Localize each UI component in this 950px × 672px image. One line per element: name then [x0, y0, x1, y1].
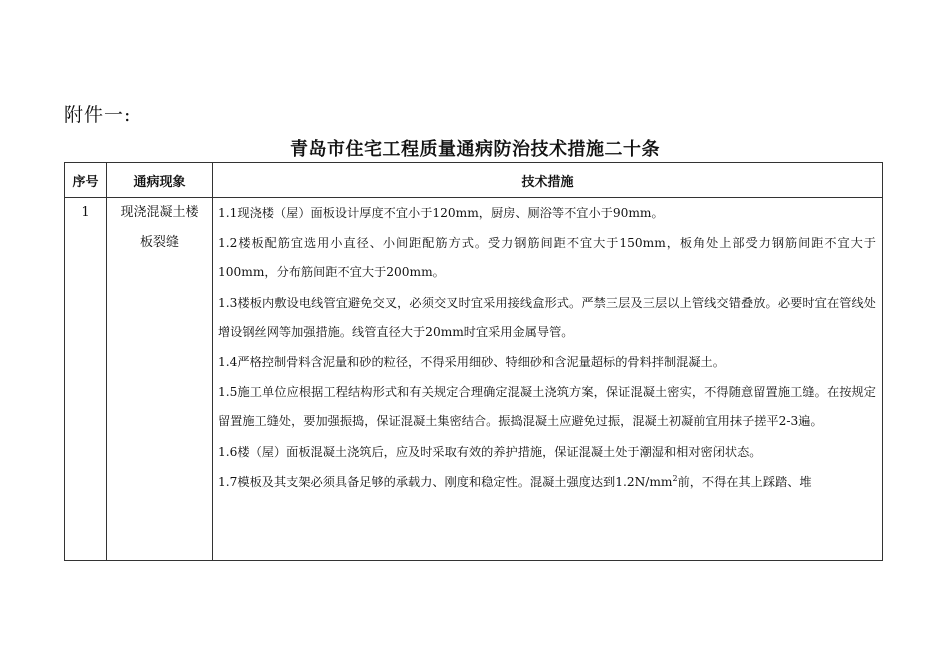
header-issue: 通病现象 — [107, 163, 213, 198]
measure-text: 1.7模板及其支架必须具备足够的承载力、刚度和稳定性。混凝土强度达到1.2N/mm — [218, 474, 673, 489]
document-title: 青岛市住宅工程质量通病防治技术措施二十条 — [290, 139, 660, 160]
table-header-row — [65, 163, 883, 198]
row-seq: 1 — [65, 198, 107, 561]
row-issue — [107, 198, 213, 561]
measure-text-continued: 前，不得在其上踩踏、堆 — [677, 474, 812, 489]
measure-item: 1.6楼（屋）面板混凝土浇筑后，应及时采取有效的养护措施，保证混凝土处于潮湿和相对密闭状态。 — [218, 444, 762, 459]
header-seq: 序号 — [65, 163, 107, 198]
unit-superscript: 2 — [672, 473, 678, 483]
measure-item: 1.5施工单位应根据工程结构形式和有关规定合理确定混凝土浇筑方案，保证混凝土密实，不得随意留置施工缝。在按规定留置施工缝处，要加强振捣，保证混凝土集密结合。振捣混凝土应避免过振，混凝土初凝前宜用抹子搓平2-3遍。 — [218, 385, 876, 429]
measures-table — [64, 162, 883, 561]
row-measures — [213, 198, 883, 561]
issue-line: 板裂缝 — [139, 235, 179, 250]
issue-line: 现浇混凝土楼 — [120, 205, 199, 220]
table-row — [65, 198, 883, 561]
measure-item-last — [218, 467, 876, 497]
measure-item: 1.3楼板内敷设电线管宜避免交叉，必须交叉时宜采用接线盒形式。严禁三层及三层以上管线交错叠放。必要时宜在管线处增设钢丝网等加强措施。线管直径大于20mm时宜采用金属导管。 — [218, 295, 876, 339]
header-measures: 技术措施 — [213, 163, 883, 198]
attachment-label: 附件一: — [64, 104, 132, 126]
measure-item: 1.1现浇楼（屋）面板设计厚度不宜小于120mm，厨房、厕浴等不宜小于90mm。 — [218, 206, 664, 220]
measure-item: 1.4严格控制骨料含泥量和砂的粒径，不得采用细砂、特细砂和含泥量超标的骨料拌制混凝土。 — [218, 355, 725, 370]
measure-item: 1.2楼板配筋宜选用小直径、小间距配筋方式。受力钢筋间距不宜大于150mm，板角处上部受力钢筋间距不宜大于100mm，分布筋间距不宜大于200mm。 — [218, 236, 876, 280]
